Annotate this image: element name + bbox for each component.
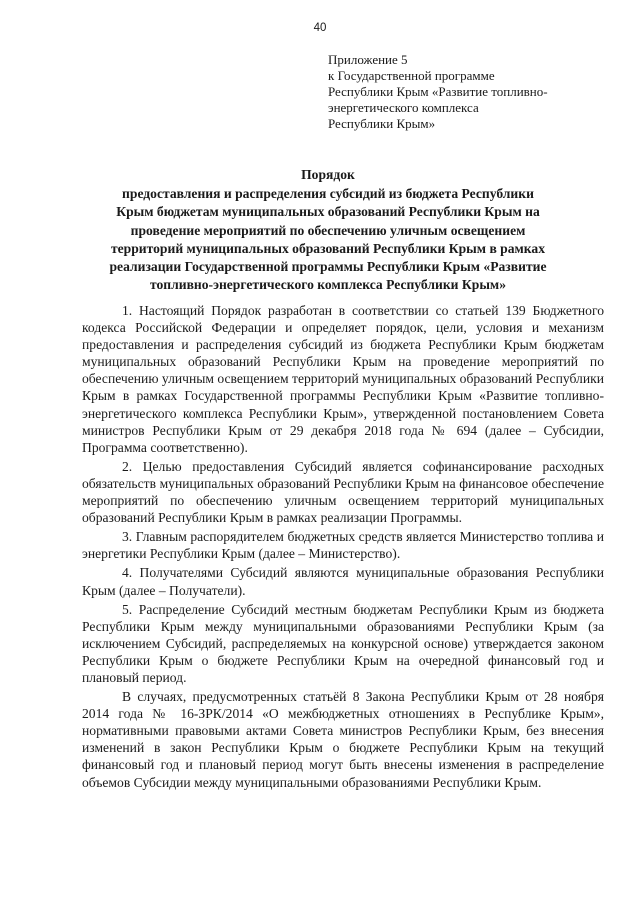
title-line: территорий муниципальных образований Республики Крым в рамках [110,240,546,256]
paragraph-1: 1. Настоящий Порядок разработан в соответствии со статьей 139 Бюджетного кодекса Российской Федерации и определяет порядок, цели, условия и механизм предоставления и распределения субсидий из бюджета Республики Крым бюджетам муниципальных образований Республики Крым на проведение мероприятий по обеспечению уличным освещением территорий муниципальных образований Республики Крым в рамках Государственной программы Республики Крым «Развитие топливно-энергетического комплекса Республики Крым», утвержденной постановлением Совета министров Республики Крым от 29 декабря 2018 года № 694 (далее – Субсидии, Программа соответственно). [82,303,604,455]
document-title [58,166,598,294]
paragraph-4: 4. Получателями Субсидий являются муниципальные образования Республики Крым (далее – Получатели). [82,565,604,598]
paragraph-2: 2. Целью предоставления Субсидий является софинансирование расходных обязательств муниципальных образований Республики Крым на финансовое обеспечение мероприятий по обеспечению уличным освещением территорий муниципальных образований Республики Крым в рамках реализации Программы. [82,458,604,526]
paragraph-6: В случаях, предусмотренных статьёй 8 Закона Республики Крым от 28 ноября 2014 года № 16-ЗРК/2014 «О межбюджетных отношениях в Республике Крым», нормативными правовыми актами Совета министров Республики Крым, без внесения изменений в закон Республики Крым о бюджете Республики Крым на текущий финансовый год и плановый период могут быть внесены изменения в распределение объемов Субсидии между муниципальными образованиями Республики Крым. [82,689,604,790]
appendix-line: энергетического комплекса [328,100,479,115]
title-line: Крым бюджетам муниципальных образований Республики Крым на [116,204,540,220]
title-line: проведение мероприятий по обеспечению уличным освещением [130,222,526,238]
paragraph-3: 3. Главным распорядителем бюджетных средств является Министерство топлива и энергетики Республики Крым (далее – Министерство). [82,529,604,562]
appendix-line: Республики Крым» [328,116,436,131]
title-line: топливно-энергетического комплекса Республики Крым» [149,277,506,293]
paragraph-5: 5. Распределение Субсидий местным бюджетам Республики Крым из бюджета Республики Крым между муниципальными образованиями Республики Крым (за исключением Субсидий, распределяемых на конкурсной основе) утверждается законом Республики Крым о бюджете Республики Крым на очередной финансовый год и плановый период. [82,601,604,685]
title-line: реализации Государственной программы Республики Крым «Развитие [109,259,547,275]
title-line: предоставления и распределения субсидий из бюджета Республики [122,186,534,202]
document-body [82,302,604,793]
appendix-line: Республики Крым «Развитие топливно- [328,84,548,99]
title-heading: Порядок [301,167,355,182]
appendix-line: Приложение 5 [328,52,408,67]
appendix-line: к Государственной программе [328,68,495,83]
appendix-note [328,52,588,132]
page-number: 40 [313,22,327,34]
